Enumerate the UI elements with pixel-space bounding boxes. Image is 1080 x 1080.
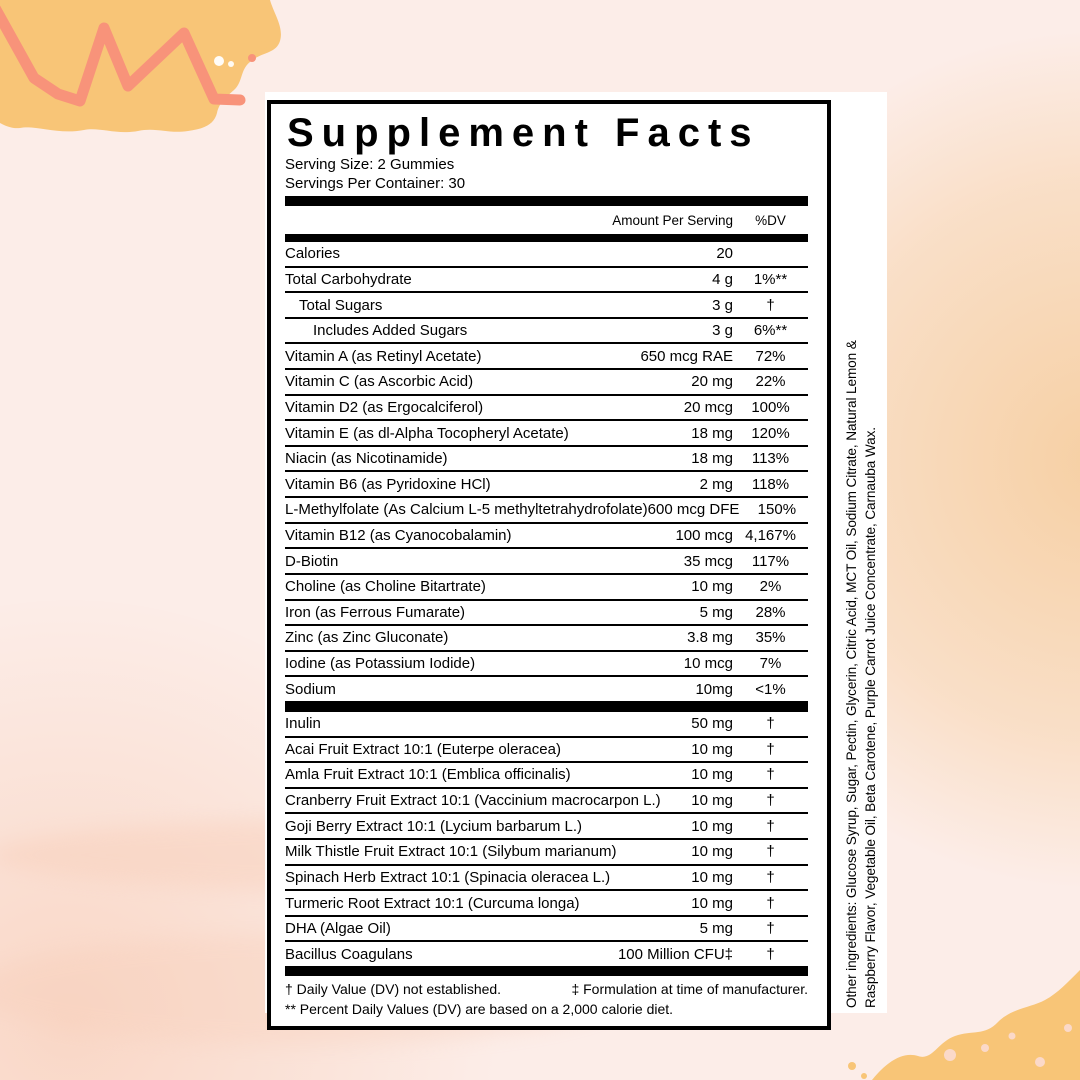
nutrient-amount: 10 mg <box>691 578 733 596</box>
pink-dot <box>1064 1024 1072 1032</box>
nutrient-name: Spinach Herb Extract 10:1 (Spinacia oleracea L.) <box>285 868 611 886</box>
nutrient-dv: 28% <box>755 603 786 621</box>
nutrient-dv: 7% <box>759 655 782 673</box>
nutrient-name: Vitamin C (as Ascorbic Acid) <box>285 373 474 391</box>
pink-dot <box>981 1044 989 1052</box>
nutrient-dv: 117% <box>751 552 790 570</box>
nutrient-dv: † <box>766 868 775 886</box>
nutrient-amount: 10 mg <box>691 843 733 861</box>
divider-bar-top <box>285 196 808 206</box>
nutrient-name: Turmeric Root Extract 10:1 (Curcuma longa) <box>285 894 580 912</box>
nutrient-table <box>285 242 808 966</box>
nutrient-dv: 1%** <box>753 270 788 288</box>
nutrient-dv: 35% <box>755 629 786 647</box>
nutrient-amount: 20 mg <box>691 373 733 391</box>
table-row <box>285 522 808 548</box>
footnote-dagger: † Daily Value (DV) not established. <box>285 981 502 997</box>
table-row <box>285 599 808 625</box>
nutrient-dv: <1% <box>755 680 786 698</box>
nutrient-name: Vitamin B6 (as Pyridoxine HCl) <box>285 475 491 493</box>
nutrient-amount: 10 mg <box>691 792 733 810</box>
nutrient-amount: 10mg <box>695 680 733 698</box>
nutrient-dv: 120% <box>751 424 790 442</box>
nutrient-amount: 2 mg <box>699 475 733 493</box>
nutrient-dv: † <box>766 945 775 963</box>
white-speck-small <box>228 61 234 67</box>
nutrient-amount: 3 g <box>712 296 733 314</box>
nutrient-dv: 100% <box>751 398 790 416</box>
nutrient-name: Includes Added Sugars <box>313 322 468 340</box>
nutrient-name: DHA (Algae Oil) <box>285 920 391 938</box>
nutrient-dv: 113% <box>751 450 790 468</box>
nutrient-amount: 20 mcg <box>683 398 733 416</box>
nutrient-dv: † <box>766 817 775 835</box>
nutrient-amount: 18 mg <box>691 424 733 442</box>
footnotes <box>285 976 808 1019</box>
table-row <box>285 915 808 941</box>
table-row <box>285 266 808 292</box>
table-row <box>285 317 808 343</box>
nutrient-dv: † <box>766 894 775 912</box>
white-speck <box>214 56 224 66</box>
nutrient-name: Goji Berry Extract 10:1 (Lycium barbarum L.) <box>285 817 583 835</box>
nutrient-dv: 4,167% <box>745 527 796 544</box>
nutrient-name: Sodium <box>285 680 336 698</box>
nutrient-amount: 3 g <box>712 322 733 340</box>
nutrient-amount: 10 mg <box>691 740 733 758</box>
table-row <box>285 761 808 787</box>
table-header <box>285 206 808 234</box>
nutrient-amount: 10 mg <box>691 766 733 784</box>
nutrient-name: D-Biotin <box>285 552 339 570</box>
nutrient-name: Total Carbohydrate <box>285 270 412 288</box>
nutrient-amount: 100 Million CFU‡ <box>617 945 733 963</box>
table-row <box>285 624 808 650</box>
table-row <box>285 864 808 890</box>
ingredients-line-1: Other ingredients: Glucose Syrup, Sugar, Pectin, Glycerin, Citric Acid, MCT Oil, Sodium Citrate, Natural Lemon & <box>844 340 859 1008</box>
nutrient-dv: † <box>766 792 775 810</box>
nutrient-name: Inulin <box>285 715 321 733</box>
nutrient-amount: 5 mg <box>699 920 733 938</box>
nutrient-name: Choline (as Choline Bitartrate) <box>285 578 486 596</box>
section-divider-bar <box>285 701 808 712</box>
nutrient-name: Vitamin B12 (as Cyanocobalamin) <box>285 527 512 544</box>
table-row <box>285 838 808 864</box>
nutrient-name: Vitamin A (as Retinyl Acetate) <box>285 347 482 365</box>
supplement-facts-panel <box>267 100 831 1030</box>
nutrient-name: L-Methylfolate (As Calcium L-5 methyltetrahydrofolate) <box>285 501 648 519</box>
nutrient-name: Zinc (as Zinc Gluconate) <box>285 629 449 647</box>
salmon-speck <box>248 54 256 62</box>
nutrient-name: Calories <box>285 245 341 263</box>
table-row <box>285 812 808 838</box>
table-row <box>285 940 808 966</box>
nutrient-dv: † <box>766 920 775 938</box>
nutrient-amount: 18 mg <box>691 450 733 468</box>
header-dv: %DV <box>755 212 786 228</box>
servings-per-container: Servings Per Container: 30 <box>285 174 466 192</box>
other-ingredients-text <box>842 340 880 1008</box>
nutrient-amount: 100 mcg <box>675 527 733 544</box>
nutrient-name: Milk Thistle Fruit Extract 10:1 (Silybum marianum) <box>285 843 617 861</box>
table-row <box>285 573 808 599</box>
nutrient-dv: † <box>766 740 775 758</box>
pink-dot <box>944 1049 956 1061</box>
nutrient-amount: 600 mcg DFE <box>647 501 740 519</box>
nutrient-amount: 3.8 mg <box>687 629 733 647</box>
nutrient-name: Vitamin E (as dl-Alpha Tocopheryl Acetate) <box>285 424 569 442</box>
nutrient-amount: 5 mg <box>699 603 733 621</box>
nutrient-amount: 35 mcg <box>683 552 733 570</box>
yellow-speck <box>259 41 267 49</box>
nutrient-amount: 4 g <box>712 270 733 288</box>
table-row <box>285 736 808 762</box>
table-row <box>285 787 808 813</box>
serving-size: Serving Size: 2 Gummies <box>285 156 455 173</box>
table-row <box>285 419 808 445</box>
nutrient-amount: 50 mg <box>691 715 733 733</box>
nutrient-amount: 10 mcg <box>683 655 733 673</box>
panel-title: Supplement Facts <box>287 111 760 155</box>
nutrient-dv: 6%** <box>753 322 788 340</box>
footnote-percent: ** Percent Daily Values (DV) are based on a 2,000 calorie diet. <box>285 1000 674 1017</box>
nutrient-name: Niacin (as Nicotinamide) <box>285 450 448 468</box>
table-row <box>285 394 808 420</box>
nutrient-amount: 10 mg <box>691 817 733 835</box>
ingredients-line-2: Raspberry Flavor, Vegetable Oil, Beta Carotene, Purple Carrot Juice Concentrate, Carnauba Wax. <box>863 427 878 1008</box>
table-row <box>285 445 808 471</box>
nutrient-dv: 2% <box>759 578 782 596</box>
table-row <box>285 712 808 736</box>
yellow-dot <box>848 1062 856 1070</box>
yellow-dot <box>861 1073 867 1079</box>
header-amount: Amount Per Serving <box>612 212 733 228</box>
table-row <box>285 368 808 394</box>
nutrient-dv: † <box>766 296 775 314</box>
nutrient-dv: 118% <box>751 475 790 493</box>
table-row <box>285 650 808 676</box>
nutrient-amount: 650 mcg RAE <box>640 347 733 365</box>
nutrient-dv: † <box>766 843 775 861</box>
footnote-line-1 <box>285 980 808 1000</box>
footnote-double-dagger: ‡ Formulation at time of manufacturer. <box>571 981 808 997</box>
nutrient-amount: 10 mg <box>691 894 733 912</box>
nutrient-dv: † <box>766 766 775 784</box>
nutrient-name: Iron (as Ferrous Fumarate) <box>285 603 466 621</box>
nutrient-dv: 72% <box>755 347 786 365</box>
table-row <box>285 547 808 573</box>
table-row <box>285 242 808 266</box>
pink-dot <box>1009 1033 1016 1040</box>
nutrient-amount: 20 <box>716 245 733 263</box>
nutrient-amount: 10 mg <box>691 868 733 886</box>
nutrient-name: Amla Fruit Extract 10:1 (Emblica officinalis) <box>285 766 571 784</box>
nutrient-name: Iodine (as Potassium Iodide) <box>285 655 476 673</box>
nutrient-name: Bacillus Coagulans <box>285 945 413 963</box>
nutrient-dv: † <box>766 715 775 733</box>
table-row <box>285 889 808 915</box>
nutrient-name: Vitamin D2 (as Ergocalciferol) <box>285 398 484 416</box>
divider-bar-bottom <box>285 966 808 976</box>
pink-dot <box>1035 1057 1045 1067</box>
divider-bar-header <box>285 234 808 242</box>
nutrient-dv: 22% <box>755 373 786 391</box>
table-row <box>285 496 808 522</box>
nutrient-name: Total Sugars <box>299 296 383 314</box>
nutrient-name: Acai Fruit Extract 10:1 (Euterpe oleracea) <box>285 740 561 758</box>
table-row <box>285 470 808 496</box>
nutrient-dv: 150% <box>757 501 797 519</box>
nutrient-name: Cranberry Fruit Extract 10:1 (Vaccinium macrocarpon L.) <box>285 792 661 810</box>
table-row <box>285 291 808 317</box>
table-row <box>285 342 808 368</box>
table-row <box>285 675 808 701</box>
